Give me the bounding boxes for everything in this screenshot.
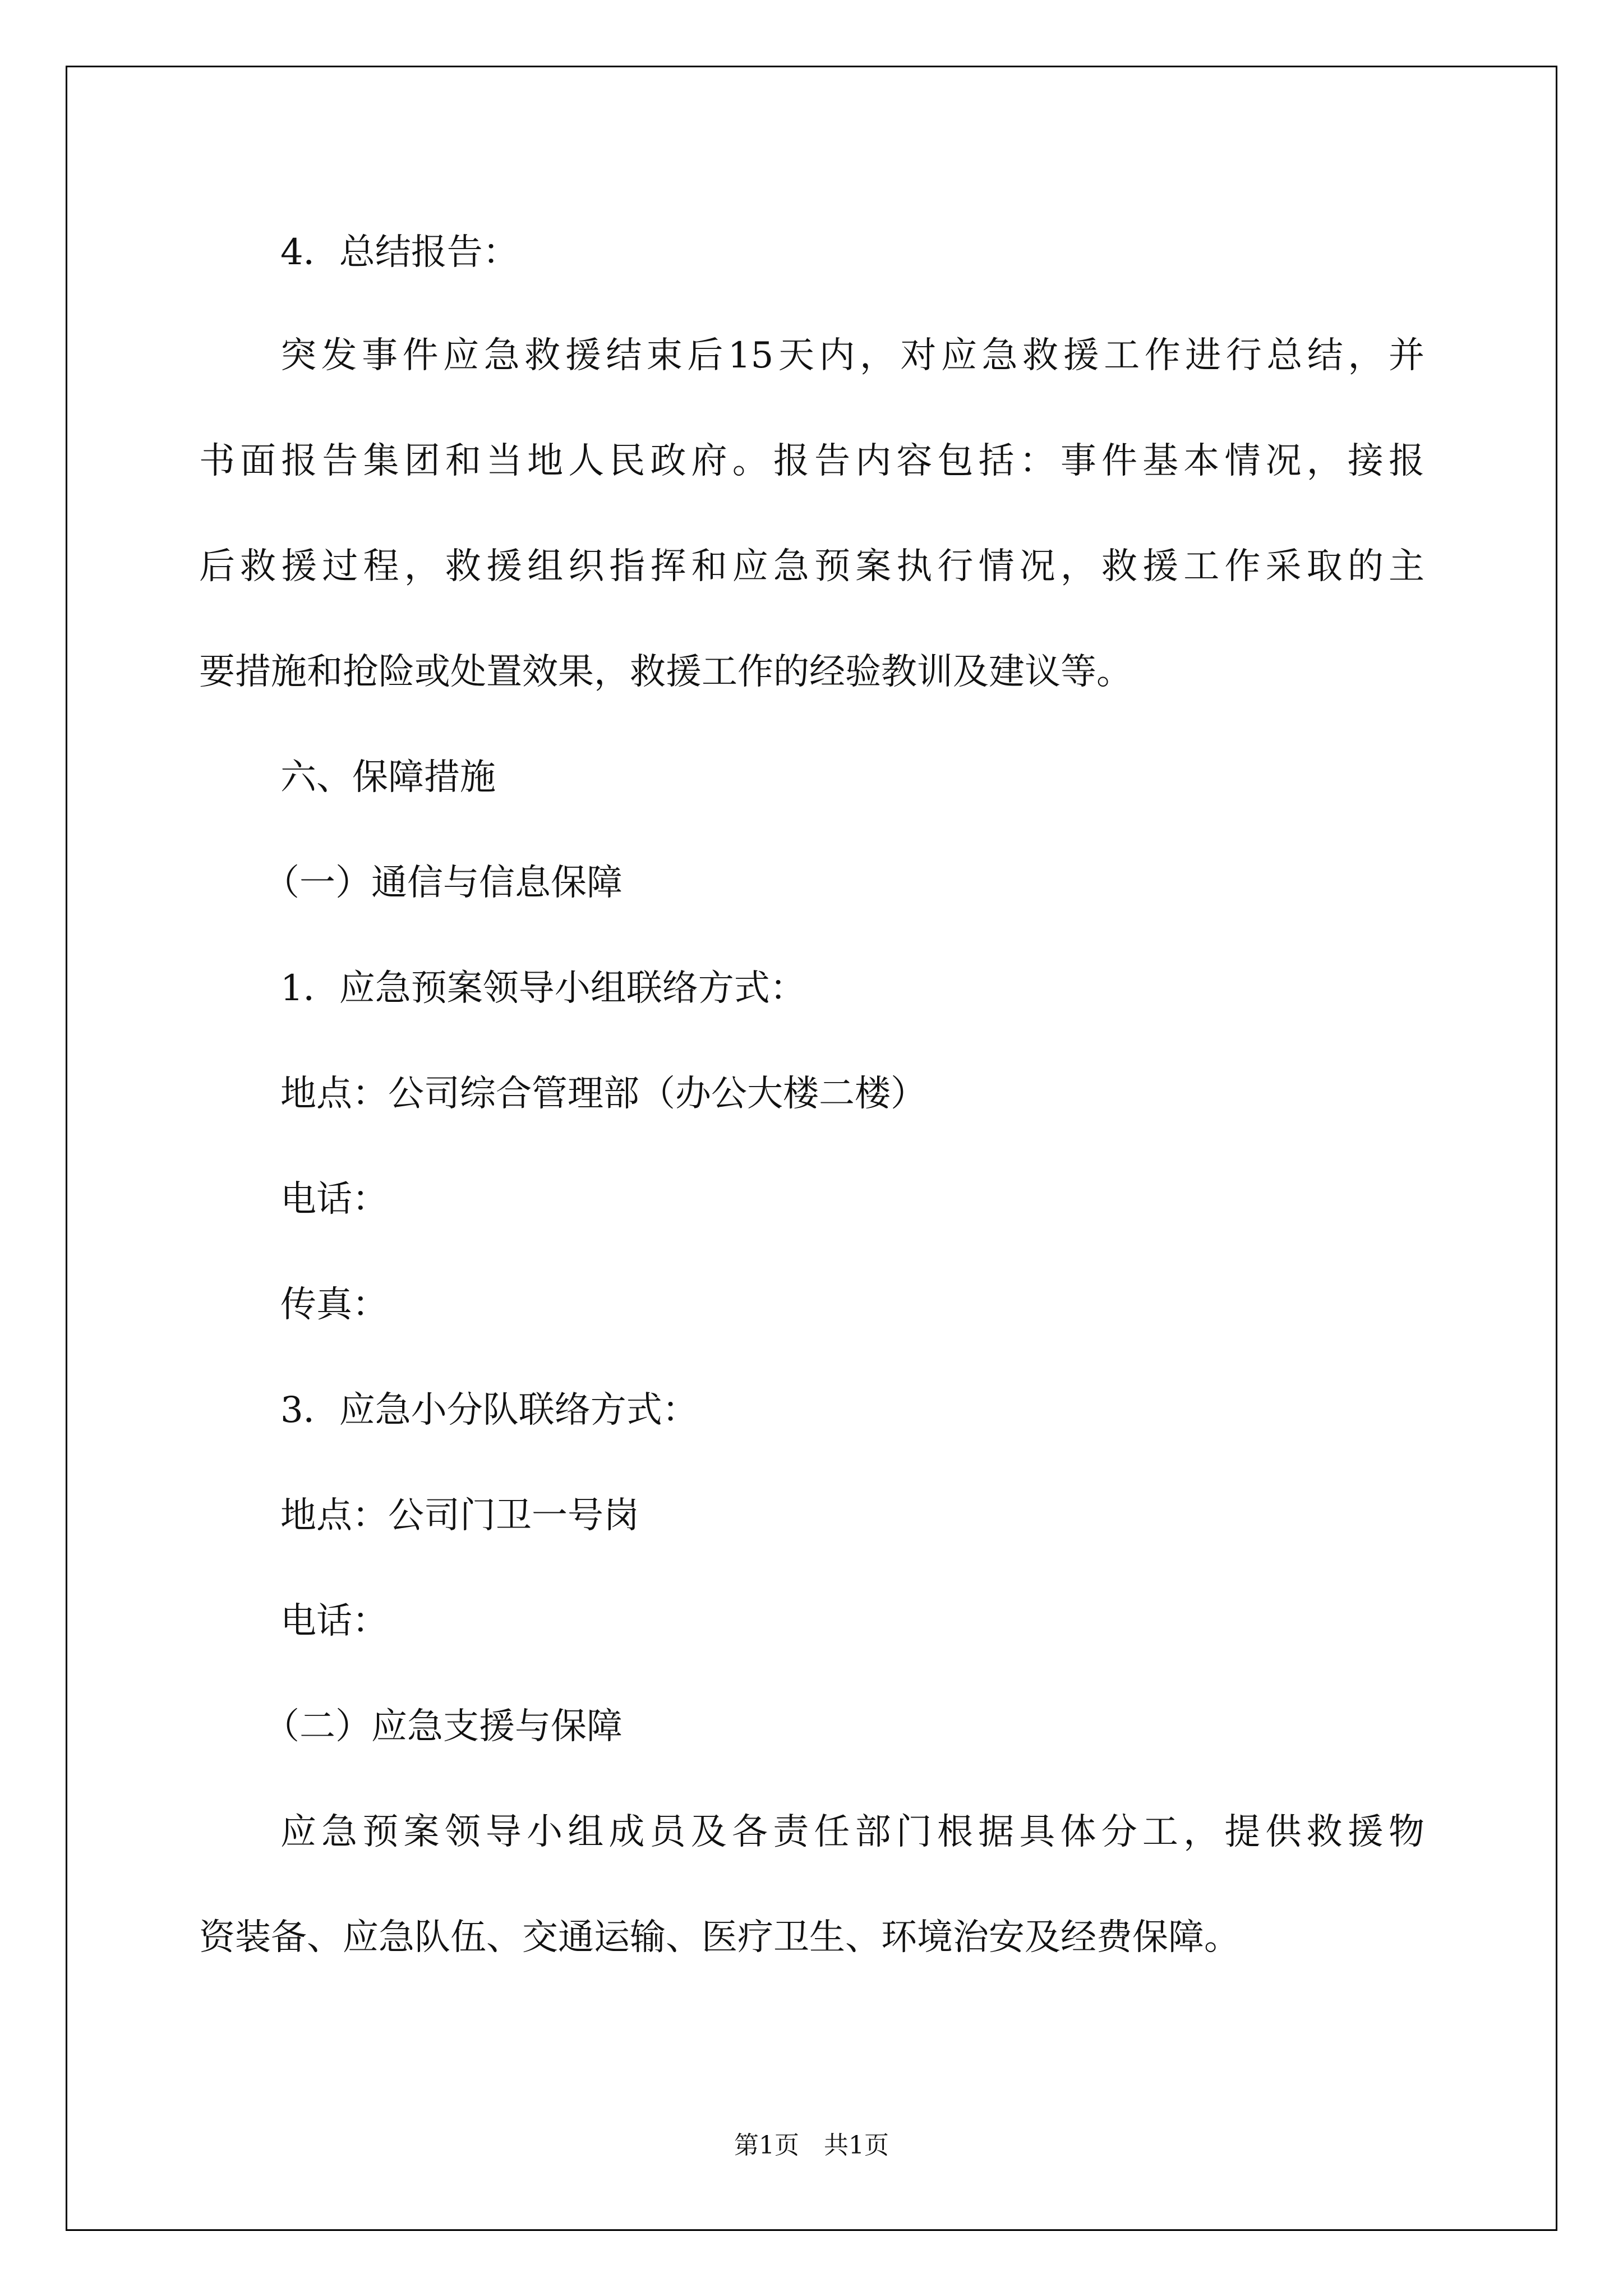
contact-phone: 电话： bbox=[280, 1600, 388, 1642]
paragraph-line: 应急预案领导小组成员及各责任部门根据具体分工，提供救援物 bbox=[280, 1811, 1424, 1853]
heading-summary-report: 4．总结报告： bbox=[280, 232, 519, 273]
contact-phone: 电话： bbox=[280, 1179, 388, 1220]
page-border bbox=[66, 66, 1557, 2231]
paragraph-line: 资装备、应急队伍、交通运输、医疗卫生、环境治安及经费保障。 bbox=[199, 1917, 1240, 1958]
section-heading-safeguards: 六、保障措施 bbox=[280, 757, 496, 798]
list-item-team-contact: 3．应急小分队联络方式： bbox=[280, 1389, 698, 1431]
contact-location: 地点：公司门卫一号岗 bbox=[280, 1495, 639, 1536]
list-item-leadership-contact: 1．应急预案领导小组联络方式： bbox=[280, 968, 806, 1009]
subsection-heading-support: （二）应急支援与保障 bbox=[264, 1706, 623, 1747]
paragraph-line: 突发事件应急救援结束后15天内，对应急救援工作进行总结，并 bbox=[280, 335, 1424, 376]
contact-location: 地点：公司综合管理部（办公大楼二楼） bbox=[280, 1073, 926, 1115]
paragraph-line: 后救援过程，救援组织指挥和应急预案执行情况，救援工作采取的主 bbox=[199, 546, 1424, 587]
paragraph-line: 要措施和抢险或处置效果，救援工作的经验教训及建议等。 bbox=[199, 651, 1132, 693]
contact-fax: 传真： bbox=[280, 1284, 388, 1326]
page-footer: 第1页 共1页 bbox=[734, 2131, 889, 2160]
paragraph-line: 书面报告集团和当地人民政府。报告内容包括：事件基本情况，接报 bbox=[199, 440, 1424, 482]
subsection-heading-communication: （一）通信与信息保障 bbox=[264, 862, 623, 904]
